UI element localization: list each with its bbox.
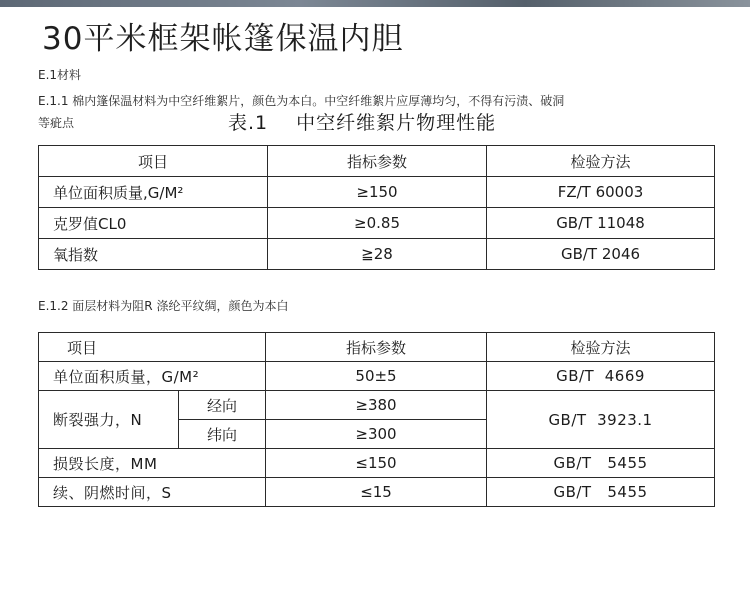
- method-cell: GB/T 5455: [487, 449, 715, 478]
- header-cell: 指标参数: [266, 333, 487, 362]
- method-cell: GB/T 4669: [487, 362, 715, 391]
- value-cell: ≥0.85: [268, 208, 487, 239]
- header-cell: 指标参数: [268, 146, 487, 177]
- method-cell: GB/T 11048: [487, 208, 715, 239]
- value-cell: ≤150: [266, 449, 487, 478]
- method-cell: FZ/T 60003: [487, 177, 715, 208]
- fiber-properties-table: [38, 145, 715, 270]
- table1-caption-text: 中空纤维絮片物理性能: [296, 112, 497, 134]
- header-banner-strip: [0, 0, 750, 7]
- method-cell: GB/T 2046: [487, 239, 715, 270]
- header-cell: 检验方法: [487, 146, 715, 177]
- value-cell: 50±5: [266, 362, 487, 391]
- item-cell: 断裂强力，N: [39, 391, 179, 449]
- paragraph-e11-line2: 等疵点: [38, 116, 75, 130]
- table-row: [39, 208, 715, 239]
- value-cell: ≥380: [266, 391, 487, 420]
- value-cell: ≤15: [266, 478, 487, 507]
- table-row: [39, 478, 715, 507]
- item-cell: 氧指数: [39, 239, 268, 270]
- sub-item-cell: 经向: [179, 391, 266, 420]
- fabric-properties-table: [38, 332, 715, 507]
- item-cell: 克罗值CL0: [39, 208, 268, 239]
- table-row: [39, 177, 715, 208]
- table-header-row: [39, 146, 715, 177]
- header-cell: 项目: [39, 146, 268, 177]
- section-heading: E.1材料: [38, 68, 82, 82]
- method-cell: GB/T 5455: [487, 478, 715, 507]
- method-cell: GB/T 3923.1: [487, 391, 715, 449]
- page-title: 30平米框架帐篷保温内胆: [42, 21, 404, 57]
- paragraph-e12: E.1.2 面层材料为阻R 涤纶平纹绸，颜色为本白: [38, 299, 289, 313]
- header-cell: 项目: [39, 333, 266, 362]
- header-cell: 检验方法: [487, 333, 715, 362]
- value-cell: ≥300: [266, 420, 487, 449]
- table-row: [39, 239, 715, 270]
- value-cell: ≥150: [268, 177, 487, 208]
- sub-item-cell: 纬向: [179, 420, 266, 449]
- table1-caption: [228, 108, 496, 135]
- table1-caption-number: 表.1: [228, 112, 269, 134]
- table-row: [39, 391, 715, 420]
- table-row: [39, 362, 715, 391]
- item-cell: 单位面积质量，G/M²: [39, 362, 266, 391]
- item-cell: 续、阴燃时间，S: [39, 478, 266, 507]
- value-cell: ≧28: [268, 239, 487, 270]
- table-row: [39, 449, 715, 478]
- item-cell: 损毁长度，MM: [39, 449, 266, 478]
- item-cell: 单位面积质量,G/M²: [39, 177, 268, 208]
- table-header-row: [39, 333, 715, 362]
- paragraph-e11-line1: E.1.1 棉内篷保温材料为中空纤维絮片，颜色为本白。中空纤维絮片应厚薄均匀，不得有污渍、破洞: [38, 94, 565, 108]
